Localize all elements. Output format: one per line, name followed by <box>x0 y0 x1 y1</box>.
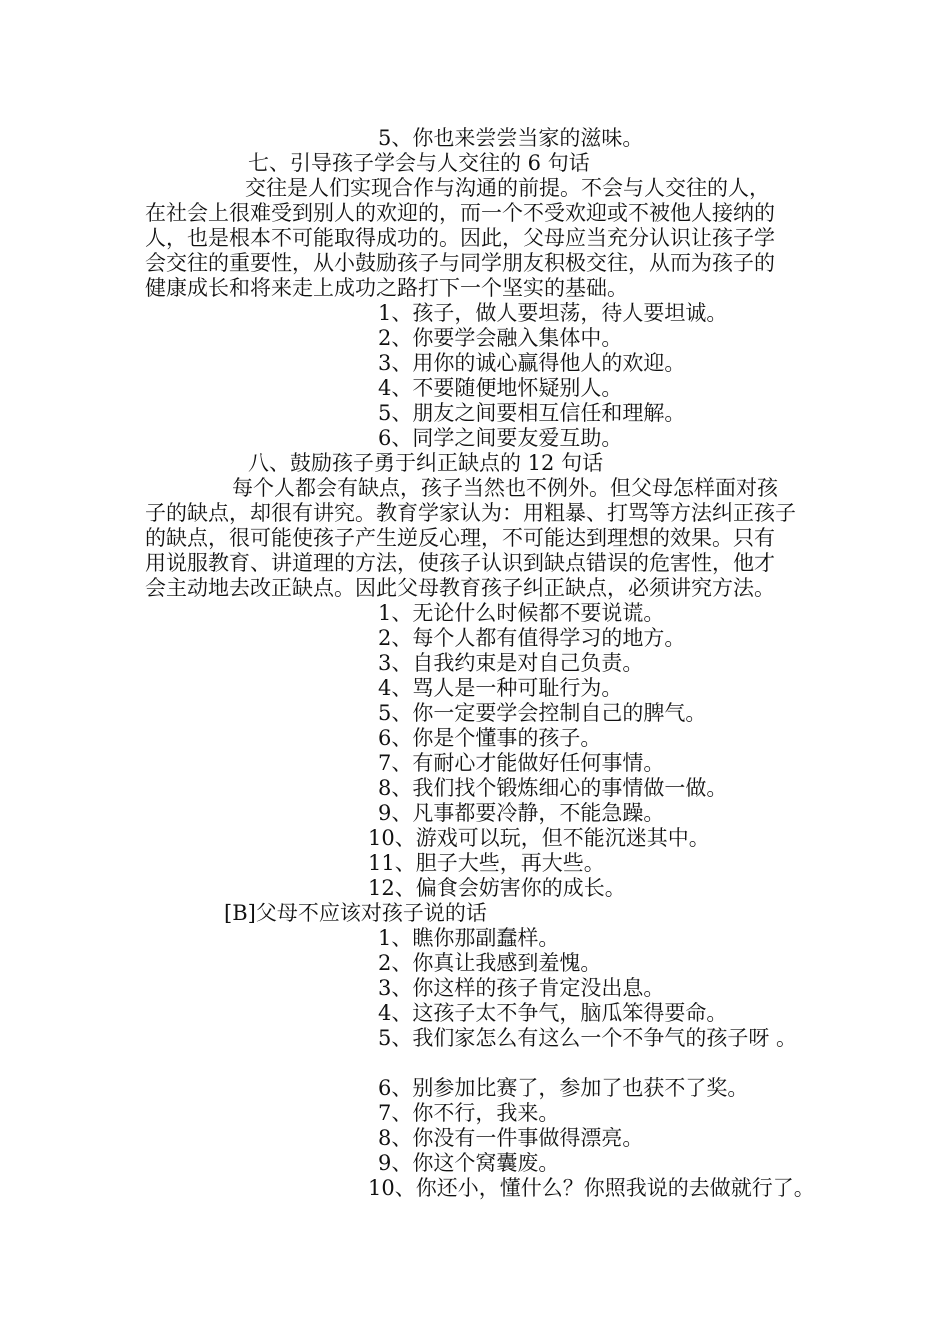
list-item: 1、无论什么时候都不要说谎。 <box>378 601 665 625</box>
paragraph-line: 会交往的重要性，从小鼓励孩子与同学朋友积极交往，从而为孩子的 <box>145 251 775 275</box>
paragraph-line: 健康成长和将来走上成功之路打下一个坚实的基础。 <box>145 276 628 300</box>
list-item: 5、你一定要学会控制自己的脾气。 <box>378 701 707 725</box>
paragraph-line: 会主动地去改正缺点。因此父母教育孩子纠正缺点，必须讲究方法。 <box>145 576 775 600</box>
paragraph-line: 的缺点，很可能使孩子产生逆反心理，不可能达到理想的效果。只有 <box>145 526 775 550</box>
section-heading: [B]父母不应该对孩子说的话 <box>224 901 487 925</box>
list-item: 9、凡事都要冷静，不能急躁。 <box>378 801 665 825</box>
paragraph-line: 交往是人们实现合作与沟通的前提。不会与人交往的人， <box>245 176 770 200</box>
list-item: 7、有耐心才能做好任何事情。 <box>378 751 665 775</box>
list-item: 8、我们找个锻炼细心的事情做一做。 <box>378 776 728 800</box>
list-item: 3、你这样的孩子肯定没出息。 <box>378 976 665 1000</box>
list-item: 6、同学之间要友爱互助。 <box>378 426 623 450</box>
list-item: 5、你也来尝尝当家的滋味。 <box>378 126 644 150</box>
list-item: 6、别参加比赛了，参加了也获不了奖。 <box>378 1076 749 1100</box>
list-item: 10、游戏可以玩，但不能沉迷其中。 <box>368 826 710 850</box>
list-item: 11、胆子大些，再大些。 <box>368 851 605 875</box>
list-item: 4、不要随便地怀疑别人。 <box>378 376 623 400</box>
list-item: 10、你还小，懂什么？你照我说的去做就行了。 <box>368 1176 815 1200</box>
list-item: 8、你没有一件事做得漂亮。 <box>378 1126 644 1150</box>
paragraph-line: 在社会上很难受到别人的欢迎的，而一个不受欢迎或不被他人接纳的 <box>145 201 775 225</box>
list-item: 12、偏食会妨害你的成长。 <box>368 876 626 900</box>
list-item: 4、这孩子太不争气，脑瓜笨得要命。 <box>378 1001 728 1025</box>
list-item: 1、瞧你那副蠢样。 <box>378 926 560 950</box>
paragraph-line: 子的缺点，却很有讲究。教育学家认为：用粗暴、打骂等方法纠正孩子 <box>145 501 796 525</box>
section-heading: 七、引导孩子学会与人交往的 6 句话 <box>248 151 590 175</box>
paragraph-line: 每个人都会有缺点，孩子当然也不例外。但父母怎样面对孩 <box>232 476 778 500</box>
list-item: 2、每个人都有值得学习的地方。 <box>378 626 686 650</box>
list-item: 6、你是个懂事的孩子。 <box>378 726 602 750</box>
list-item: 5、我们家怎么有这么一个不争气的孩子呀 。 <box>378 1026 798 1050</box>
list-item: 5、朋友之间要相互信任和理解。 <box>378 401 686 425</box>
list-item: 2、你要学会融入集体中。 <box>378 326 623 350</box>
list-item: 7、你不行，我来。 <box>378 1101 560 1125</box>
list-item: 4、骂人是一种可耻行为。 <box>378 676 623 700</box>
list-item: 9、你这个窝囊废。 <box>378 1151 560 1175</box>
section-heading: 八、鼓励孩子勇于纠正缺点的 12 句话 <box>248 451 604 475</box>
list-item: 3、自我约束是对自己负责。 <box>378 651 644 675</box>
paragraph-line: 用说服教育、讲道理的方法，使孩子认识到缺点错误的危害性，他才 <box>145 551 775 575</box>
list-item: 1、孩子，做人要坦荡，待人要坦诚。 <box>378 301 728 325</box>
list-item: 3、用你的诚心赢得他人的欢迎。 <box>378 351 686 375</box>
paragraph-line: 人，也是根本不可能取得成功的。因此，父母应当充分认识让孩子学 <box>145 226 775 250</box>
list-item: 2、你真让我感到羞愧。 <box>378 951 602 975</box>
